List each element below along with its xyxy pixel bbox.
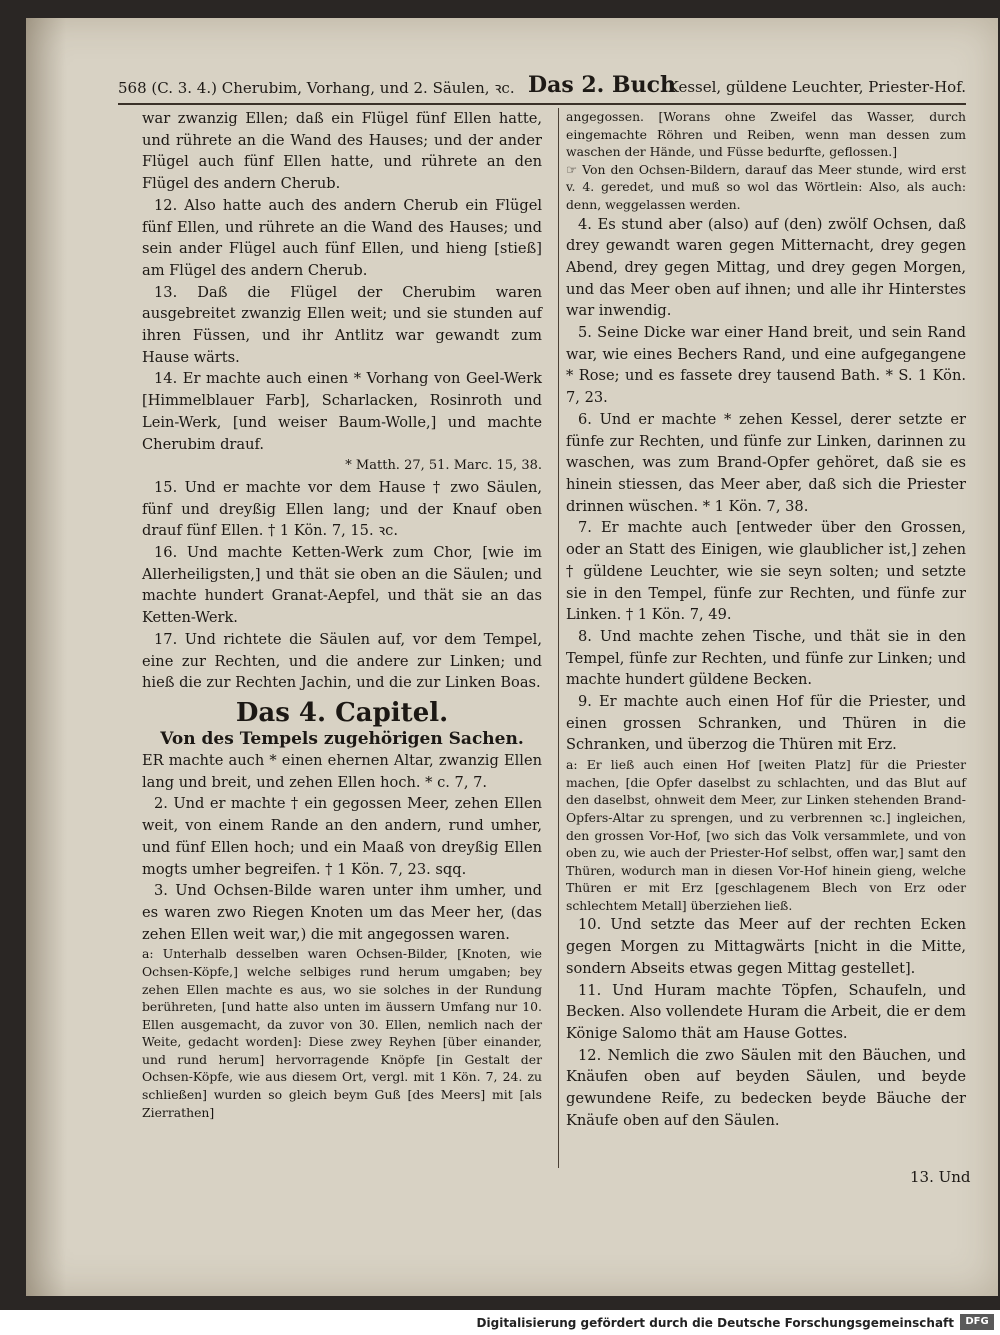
verse-12: 12. Also hatte auch des andern Cherub ein Flügel fünf Ellen, und rührete an die Wand des Hauses; und sein ander Flügel auch fünf Ellen, und hieng [stieß] am Flügel des andern Cherub.: [142, 196, 542, 279]
verse-4: 4. Es stund aber (also) auf (den) zwölf Ochsen, daß drey gewandt waren gegen Mitternacht, drey gegen Abend, drey gegen Mittag, und drey gegen Morgen, und das Meer oben auf ihnen; und alle ihr Hinterstes war inwendig.: [566, 215, 966, 320]
running-header: [118, 72, 966, 102]
verse-1: ER machte auch * einen ehernen Altar, zwanzig Ellen lang und breit, und zehen Ellen hoch. * c. 7, 7.: [142, 751, 542, 791]
verse-6: 6. Und er machte * zehen Kessel, derer setzte er fünfe zur Rechten, und fünfe zur Linken, darinnen zu waschen, was zum Brand-Opfer gehöret, daß sie es hinein stiessen, das Meer aber, daß sich die Priester drinnen wüschen. * 1 Kön. 7, 38.: [566, 410, 966, 515]
chapter-title: Das 4. Capitel.: [235, 697, 449, 728]
funding-credit: Digitalisierung gefördert durch die Deutsche Forschungsgemeinschaft: [476, 1316, 954, 1330]
verse-7: 7. Er machte auch [entweder über den Grossen, oder an Statt des Einigen, wie glaublicher ist,] zehen † güldene Leuchter, wie sie seyn solten; und setzte sie in den Tempel, fünfe zur Rechten, und fünfe zur Linken. † 1 Kön. 7, 49.: [566, 519, 966, 624]
verse-5: 5. Seine Dicke war einer Hand breit, und sein Rand war, wie eines Bechers Rand, und eine aufgegangene * Rose; und es fassete drey tausend Bath. * S. 1 Kön. 7, 23.: [566, 324, 966, 407]
catchword: 13. Und: [910, 1168, 971, 1186]
paragraph: war zwanzig Ellen; daß ein Flügel fünf Ellen hatte, und rührete an die Wand des Hauses; und der ander Flügel auch fünf Ellen hatte, und rührete an den Flügel des andern Cherub.: [142, 110, 542, 193]
cross-reference: * Matth. 27, 51. Marc. 15, 38.: [345, 458, 542, 474]
verse-10: 10. Und setzte das Meer auf der rechten Ecken gegen Morgen zu Mittagwärts [nicht in die Mitte, sondern Abseits etwas gegen Mittag gestellet].: [566, 916, 966, 977]
verse-3: 3. Und Ochsen-Bilde waren unter ihm umher, und es waren zwo Riegen Knoten um das Meer her, (das zehen Ellen weit war,) die mit angegossen waren.: [142, 882, 542, 943]
header-left: 568 (C. 3. 4.) Cherubim, Vorhang, und 2. Säulen, ꝛc.: [118, 79, 515, 97]
verse-15: 15. Und er machte vor dem Hause † zwo Säulen, fünf und dreyßig Ellen lang; und der Knauf oben drauf fünf Ellen. † 1 Kön. 7, 15. ꝛc.: [142, 478, 542, 540]
verse-14: 14. Er machte auch einen * Vorhang von Geel-Werk [Himmelblauer Farb], Scharlacken, Rosinroth und Lein-Werk, [und weiser Baum-Wolle,] und machte Cherubim drauf.: [142, 370, 542, 453]
verse-12: 12. Nemlich die zwo Säulen mit den Bäuchen, und Knäufen oben auf beyden Säulen, und beyde gewundene Reife, zu bedecken beyde Bäuche der Knäufe oben auf den Säulen.: [566, 1046, 966, 1129]
header-right: Kessel, güldene Leuchter, Priester-Hof.: [667, 78, 966, 96]
verse-9: 9. Er machte auch einen Hof für die Priester, und einen grossen Schranken, und Thüren in die Schranken, und überzog die Thüren mit Erz.: [566, 693, 966, 754]
commentary-note: a: Unterhalb desselben waren Ochsen-Bilder, [Knoten, wie Ochsen-Köpfe,] welche selbiges rund herum umgaben; bey zehen Ellen machte es aus, wo sie solches in der Rundung berühreten, [und hatte also unten im äussern Umfang nur 10. Ellen ausgemacht, da zuvor von 30. Ellen, nemlich nach der Weite, gedacht worden]: Diese zwey Reyhen [über einander, und rund herum] hervorragende Knöpfe [in Gestalt der Ochsen-Köpfe, wie aus diesem Ort, vergl. mit 1 Kön. 7, 24. zu schließen] wurden so gleich beym Guß [des Meers] mit [als Zierrathen]: [142, 946, 542, 1120]
column-divider: [558, 108, 559, 1168]
verse-2: 2. Und er machte † ein gegossen Meer, zehen Ellen weit, von einem Rande an den andern, rund umher, und fünf Ellen hoch; und ein Maaß von dreyßig Ellen mogts umher begreifen. † 1 Kön. 7, 23. sqq.: [142, 795, 542, 878]
digitization-footer: [0, 1310, 1000, 1335]
verse-17: 17. Und richtete die Säulen auf, vor dem Tempel, eine zur Rechten, und die andere zur Linken; und hieß die zur Rechten Jachin, und die zur Linken Boas.: [142, 630, 542, 692]
left-column: [142, 108, 542, 1121]
header-rule: [118, 103, 966, 105]
chapter-subtitle: Von des Tempels zugehörigen Sachen.: [160, 728, 524, 749]
dfg-logo: DFG: [960, 1314, 994, 1330]
verse-8: 8. Und machte zehen Tische, und thät sie in den Tempel, fünfe zur Rechten, und fünfe zur Linken; und machte hundert güldene Becken.: [566, 627, 966, 689]
right-column: [566, 108, 966, 1132]
verse-11: 11. Und Huram machte Töpfen, Schaufeln, und Becken. Also vollendete Huram die Arbeit, die er dem Könige Salomo thät am Hause Gottes.: [566, 981, 966, 1042]
header-book-title: Das 2. Buch: [528, 72, 676, 98]
verse-16: 16. Und machte Ketten-Werk zum Chor, [wie im Allerheiligsten,] und thät sie oben an die Säulen; und machte hundert Granat-Aepfel, und thät sie an das Ketten-Werk.: [142, 544, 542, 627]
commentary-note: a: Er ließ auch einen Hof [weiten Platz] für die Priester machen, [die Opfer daselbst zu schlachten, und das Blut auf den daselbst, ohnweit dem Meer, zur Linken stehenden Brand-Opfers-Altar zu sprengen, und zu verbrennen ꝛc.] ingleichen, den grossen Vor-Hof, [wo sich das Volk versammlete, und von oben zu, wie auch der Priester-Hof selbst, offen war,] samt den Thüren, wodurch man in diesen Vor-Hof hinein gieng, welche Thüren er mit Erz [geschlagenem Blech von Erz oder schlechtem Metall] überziehen ließ.: [566, 757, 966, 913]
commentary-continued: angegossen. [Worans ohne Zweifel das Wasser, durch eingemachte Röhren und Reiben, wenn man dessen zum waschen der Hände, und Füsse bedurfte, geflossen.]: [566, 109, 966, 160]
verse-13: 13. Daß die Flügel der Cherubim waren ausgebreitet zwanzig Ellen weit; und sie stunden auf ihren Füssen, und ihr Antlitz war gewandt zum Hause wärts.: [142, 283, 542, 366]
commentary-note: ☞ Von den Ochsen-Bildern, darauf das Meer stunde, wird erst v. 4. geredet, und muß so wol das Wörtlein: Also, als auch: denn, weggelassen werden.: [566, 161, 966, 212]
